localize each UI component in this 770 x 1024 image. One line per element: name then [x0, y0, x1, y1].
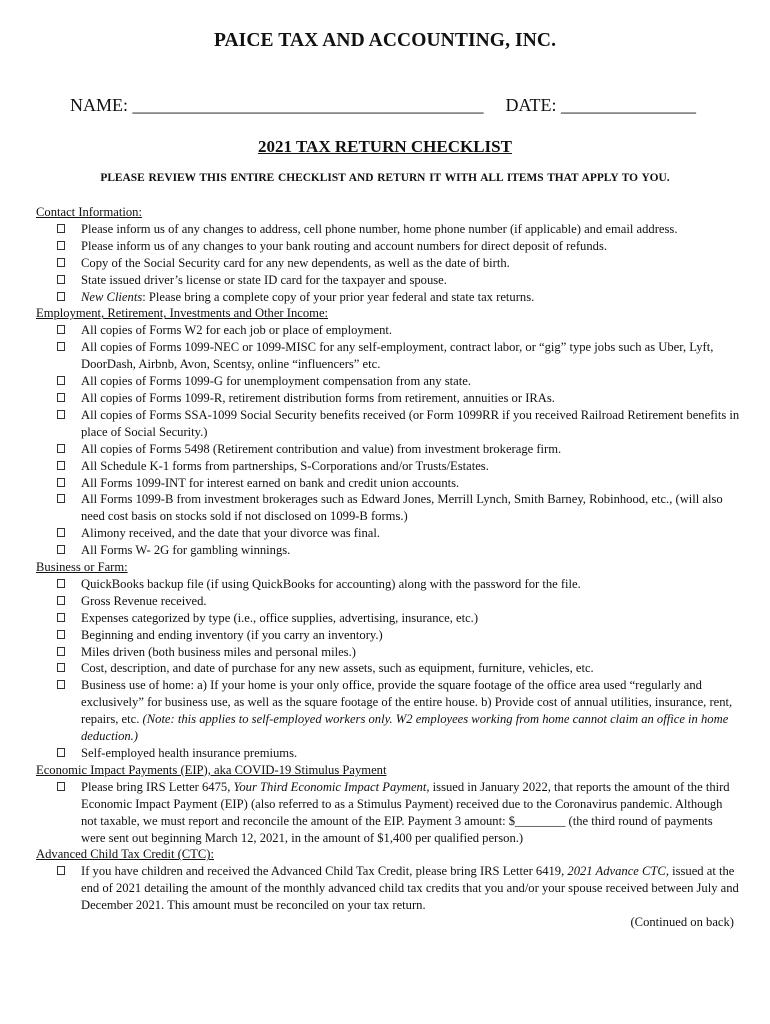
- checkbox[interactable]: [57, 444, 65, 453]
- checkbox[interactable]: [57, 258, 65, 267]
- checkbox[interactable]: [57, 494, 65, 503]
- checkbox[interactable]: [57, 410, 65, 419]
- checklist-item: All copies of Forms 1099-G for unemployment compensation from any state.: [36, 373, 740, 390]
- checkbox[interactable]: [57, 630, 65, 639]
- checkbox[interactable]: [57, 528, 65, 537]
- checklist-item: QuickBooks backup file (if using QuickBooks for accounting) along with the password for the file.: [36, 576, 740, 593]
- checkbox[interactable]: [57, 241, 65, 250]
- checklist-item: All Forms 1099-INT for interest earned on bank and credit union accounts.: [36, 475, 740, 492]
- section-heading-employment: Employment, Retirement, Investments and Other Income:: [36, 306, 329, 321]
- continued-note: (Continued on back): [630, 915, 734, 930]
- checklist-item: All copies of Forms 1099-R, retirement distribution forms from retirement, annuities or IRAs.: [36, 390, 740, 407]
- name-date-row: [70, 95, 710, 116]
- checklist-item: Miles driven (both business miles and personal miles.): [36, 644, 740, 661]
- checkbox[interactable]: [57, 782, 65, 791]
- checkbox[interactable]: [57, 342, 65, 351]
- checklist-item: All copies of Forms 5498 (Retirement contribution and value) from investment brokerage firm.: [36, 441, 740, 458]
- section-heading-eip: Economic Impact Payments (EIP), aka COVID-19 Stimulus Payment: [36, 762, 387, 777]
- checklist-item: All copies of Forms 1099-NEC or 1099-MISC for any self-employment, contract labor, or “gig” type jobs such as Uber, Lyft, DoorDash, Airbnb, Avon, Scentsy, online “influencers” etc.: [36, 339, 740, 373]
- checklist-item-ctc: If you have children and received the Advanced Child Tax Credit, please bring IRS Letter 6419, 2021 Advance CTC, issued at the end of 2021 detailing the amount of the monthly advanced child tax credits that you and/or your spouse received between July and December 2021. This amount must be reconciled on your tax return.: [36, 863, 740, 914]
- checkbox[interactable]: [57, 275, 65, 284]
- checkbox[interactable]: [57, 325, 65, 334]
- checklist-item-new-clients: New Clients: Please bring a complete copy of your prior year federal and state tax returns.: [36, 289, 740, 306]
- checklist-item: All Forms W- 2G for gambling winnings.: [36, 542, 740, 559]
- checklist-item: All Forms 1099-B from investment brokerages such as Edward Jones, Merrill Lynch, Smith Barney, Robinhood, etc., (will also need cost basis on stocks sold if not disclosed on 1099-B forms.): [36, 491, 740, 525]
- checkbox[interactable]: [57, 461, 65, 470]
- checkbox[interactable]: [57, 579, 65, 588]
- section-heading-contact: Contact Information:: [36, 205, 142, 219]
- checkbox[interactable]: [57, 478, 65, 487]
- checkbox[interactable]: [57, 613, 65, 622]
- checklist-item: Copy of the Social Security card for any new dependents, as well as the date of birth.: [36, 255, 740, 272]
- checklist-item: All copies of Forms SSA-1099 Social Security benefits received (or Form 1099RR if you received Railroad Retirement benefits in place of Social Security.): [36, 407, 740, 441]
- checkbox[interactable]: [57, 866, 65, 875]
- checkbox[interactable]: [57, 647, 65, 656]
- instructions: PLEASE REVIEW THIS ENTIRE CHECKLIST AND RETURN IT WITH ALL ITEMS THAT APPLY TO YOU.: [100, 172, 670, 184]
- checkbox[interactable]: [57, 393, 65, 402]
- checklist-item: Beginning and ending inventory (if you carry an inventory.): [36, 627, 740, 644]
- checklist-item-home-office: Business use of home: a) If your home is your only office, provide the square footage of the office area used “regularly and exclusively” for business use, as well as the square footage of the entire house. b) Provide cost of annual utilities, insurance, rent, repairs, etc. (Note: this applies to self-employed workers only. W2 employees working from home cannot claim an office in home deduction.): [36, 677, 740, 745]
- checklist-item: Expenses categorized by type (i.e., office supplies, advertising, insurance, etc.): [36, 610, 740, 627]
- section-heading-ctc: Advanced Child Tax Credit (CTC):: [36, 847, 214, 862]
- checkbox[interactable]: [57, 224, 65, 233]
- checkbox[interactable]: [57, 292, 65, 301]
- section-heading-business: Business or Farm:: [36, 560, 128, 575]
- checklist-item: State issued driver’s license or state ID card for the taxpayer and spouse.: [36, 272, 740, 289]
- checklist-item: Gross Revenue received.: [36, 593, 740, 610]
- checkbox[interactable]: [57, 663, 65, 672]
- checklist-item: All Schedule K-1 forms from partnerships, S-Corporations and/or Trusts/Estates.: [36, 458, 740, 475]
- checklist-item: Please inform us of any changes to your bank routing and account numbers for direct deposit of refunds.: [36, 238, 740, 255]
- checkbox[interactable]: [57, 680, 65, 689]
- checkbox[interactable]: [57, 748, 65, 757]
- checkbox[interactable]: [57, 376, 65, 385]
- checklist-item: Please inform us of any changes to address, cell phone number, home phone number (if applicable) and email address.: [36, 221, 740, 238]
- checklist-item-eip: Please bring IRS Letter 6475, Your Third Economic Impact Payment, issued in January 2022, that reports the amount of the third Economic Impact Payment (EIP) (also referred to as a Stimulus Payment) received due to the Coronavirus pandemic. Although not taxable, we must report and reconcile the amount of the EIP. Payment 3 amount: $________ (the third round of payments were sent out beginning March 12, 2021, in the amount of $1,400 per qualified person.): [36, 779, 740, 847]
- checklist-item: Alimony received, and the date that your divorce was final.: [36, 525, 740, 542]
- checklist-body: [36, 204, 740, 931]
- checkbox[interactable]: [57, 545, 65, 554]
- checklist-item: Self-employed health insurance premiums.: [36, 745, 740, 762]
- checklist-item: All copies of Forms W2 for each job or place of employment.: [36, 322, 740, 339]
- name-field[interactable]: NAME: _______________________________________: [70, 95, 484, 115]
- checkbox[interactable]: [57, 596, 65, 605]
- company-name: PAICE TAX AND ACCOUNTING, INC.: [213, 30, 557, 51]
- checklist-item: Cost, description, and date of purchase for any new assets, such as equipment, furniture, vehicles, etc.: [36, 660, 740, 677]
- date-field[interactable]: DATE: _______________: [505, 95, 696, 115]
- checklist-title: 2021 TAX RETURN CHECKLIST: [258, 137, 512, 156]
